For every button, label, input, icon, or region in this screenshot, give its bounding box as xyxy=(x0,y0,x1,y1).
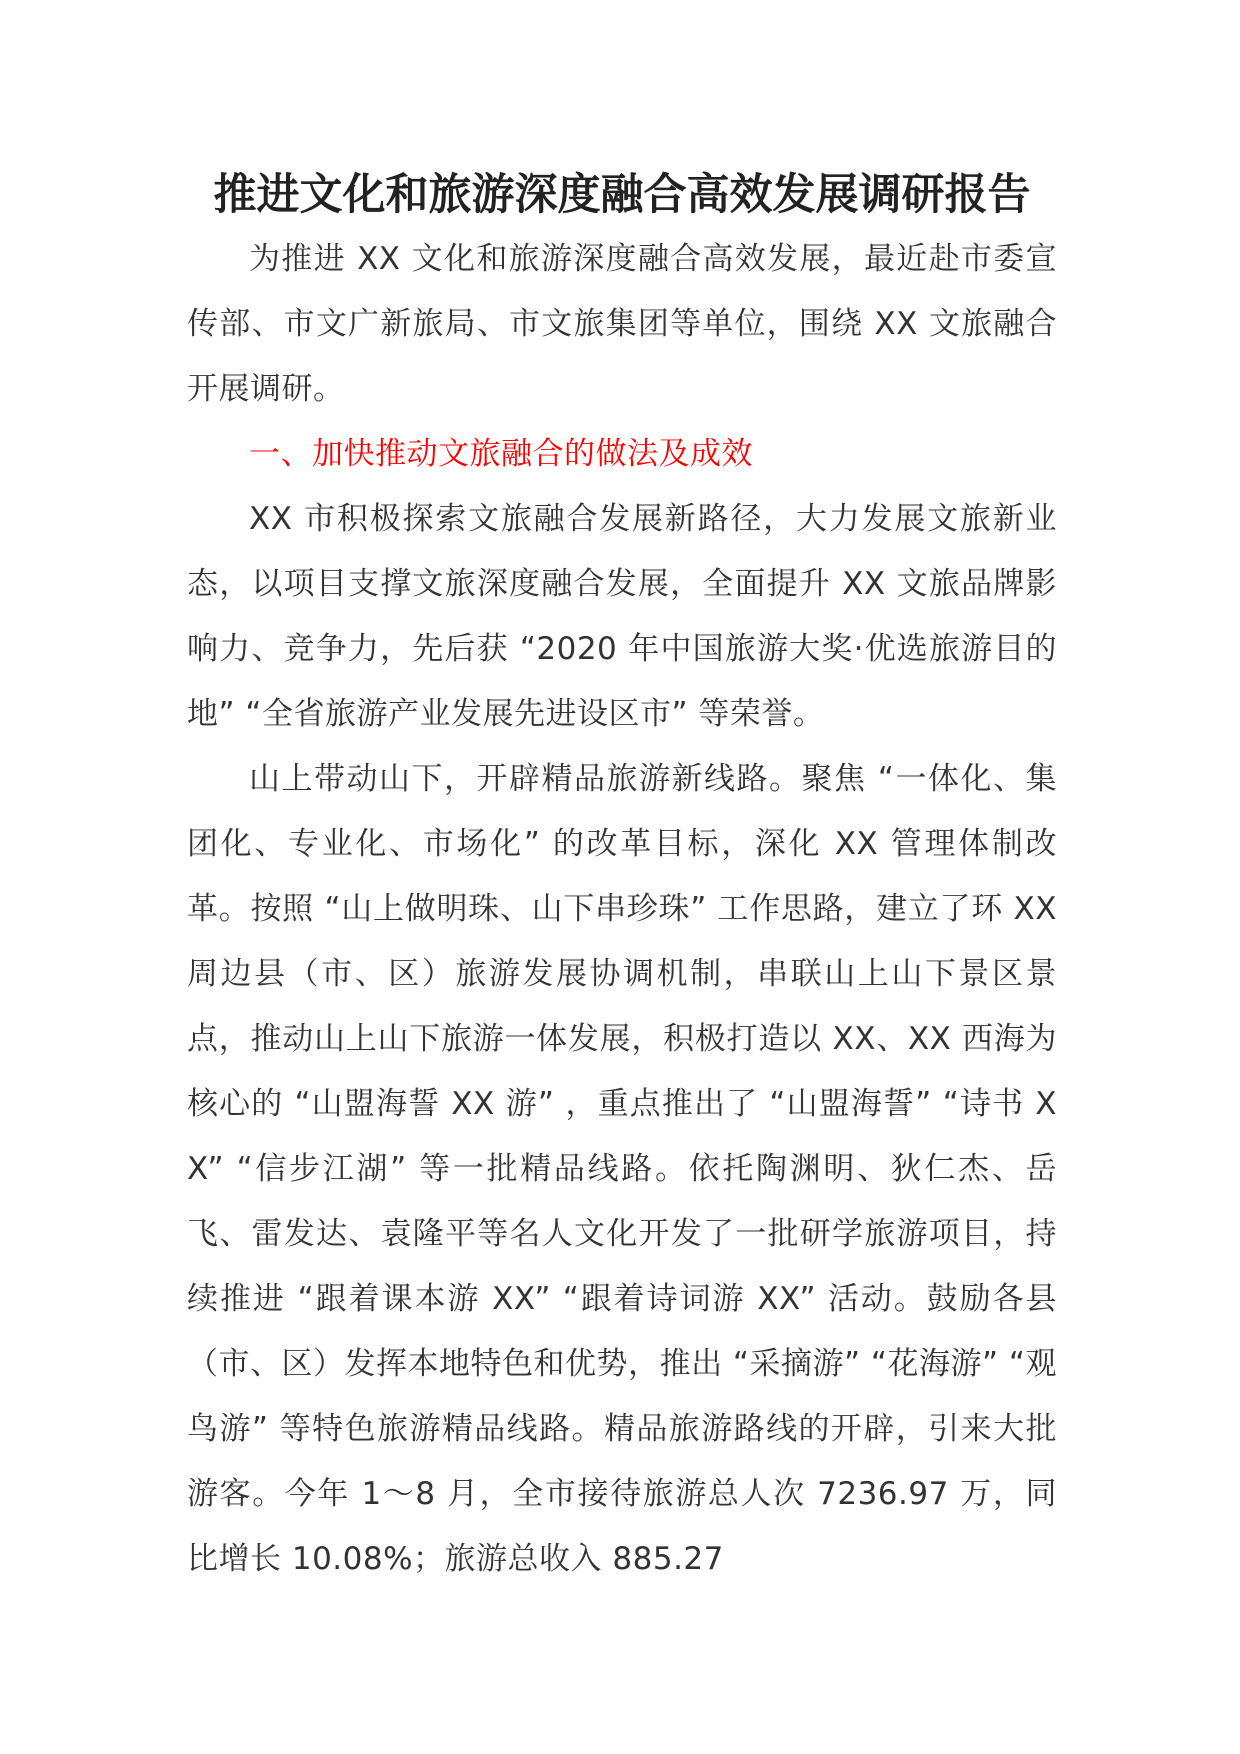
document-body xyxy=(187,163,1057,1592)
intro-paragraph: 为推进 XX 文化和旅游深度融合高效发展，最近赴市委宣传部、市文广新旅局、市文旅集团等单位，围绕 XX 文旅融合开展调研。 xyxy=(187,241,1057,407)
document-title: 推进文化和旅游深度融合高效发展调研报告 xyxy=(213,170,1031,220)
body-paragraph-1: XX 市积极探索文旅融合发展新路径，大力发展文旅新业态，以项目支撑文旅深度融合发展，全面提升 XX 文旅品牌影响力、竞争力，先后获 “2020 年中国旅游大奖·优选旅游目的地” “全省旅游产业发展先进设区市” 等荣誉。 xyxy=(187,501,1057,732)
section-heading: 一、加快推动文旅融合的做法及成效 xyxy=(249,436,753,472)
body-paragraph-2: 山上带动山下，开辟精品旅游新线路。聚焦 “一体化、集团化、专业化、市场化” 的改革目标，深化 XX 管理体制改革。按照 “山上做明珠、山下串珍珠” 工作思路，建立了环 XX 周边县（市、区）旅游发展协调机制，串联山上山下景区景点，推动山上山下旅游一体发展，积极打造以 XX、XX 西海为核心的 “山盟海誓 XX 游” ，重点推出了 “山盟海誓” “诗书 XX” “信步江湖” 等一批精品线路。依托陶渊明、狄仁杰、岳飞、雷发达、袁隆平等名人文化开发了一批研学旅游项目，持续推进 “跟着课本游 XX” “跟着诗词游 XX” 活动。鼓励各县（市、区）发挥本地特色和优势，推出 “采摘游” “花海游” “观鸟游” 等特色旅游精品线路。精品旅游路线的开辟，引来大批游客。今年 1～8 月，全市接待旅游总人次 7236.97 万，同比增长 10.08%；旅游总收入 885.27 xyxy=(187,761,1057,1577)
